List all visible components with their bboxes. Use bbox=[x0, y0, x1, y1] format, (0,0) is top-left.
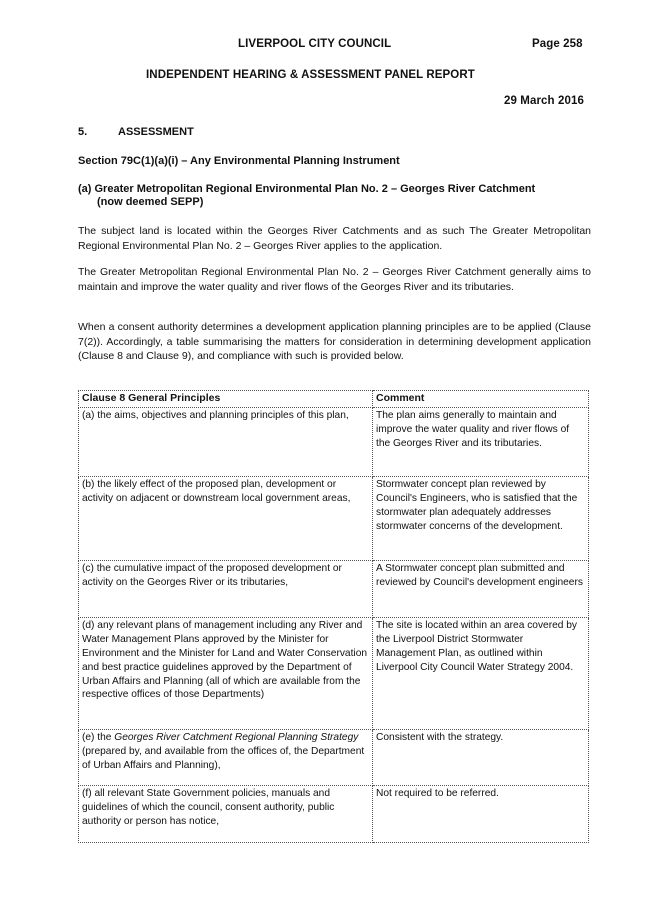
table-header-row bbox=[79, 391, 589, 408]
principle-prefix: (e) the bbox=[82, 731, 115, 743]
principle-cell: (d) any relevant plans of management including any River and Water Management Plans approved by the Minister for Environment and the Minister for Land and Water Conservation and best practice guidelines approved by the Department of Urban Affairs and Planning (all of which are available from the respective offices of those Departments) bbox=[79, 617, 373, 729]
plan-heading-line1: (a) Greater Metropolitan Regional Environmental Plan No. 2 – Georges River Catchment bbox=[78, 183, 536, 195]
table-row bbox=[79, 785, 589, 842]
table-row bbox=[79, 617, 589, 729]
principle-cell: (c) the cumulative impact of the proposed development or activity on the Georges River or its tributaries, bbox=[79, 560, 373, 617]
table-header-comment: Comment bbox=[373, 391, 589, 408]
clause-8-table bbox=[78, 390, 589, 843]
comment-cell: Not required to be referred. bbox=[373, 785, 589, 842]
comment-cell: The site is located within an area covered by the Liverpool District Stormwater Management Plan, as outlined within Liverpool City Council Water Strategy 2004. bbox=[373, 617, 589, 729]
table-row bbox=[79, 476, 589, 560]
comment-cell: The plan aims generally to maintain and improve the water quality and river flows of the Georges River and its tributaries. bbox=[373, 407, 589, 476]
council-name: LIVERPOOL CITY COUNCIL bbox=[238, 38, 392, 50]
table-header-principles: Clause 8 General Principles bbox=[79, 391, 373, 408]
page-number: Page 258 bbox=[532, 38, 583, 50]
report-date: 29 March 2016 bbox=[504, 95, 584, 107]
report-title: INDEPENDENT HEARING & ASSESSMENT PANEL REPORT bbox=[146, 69, 475, 81]
principle-cell bbox=[79, 729, 373, 785]
comment-cell: Stormwater concept plan reviewed by Council's Engineers, who is satisfied that the stormwater plan adequately addresses stormwater concerns of the development. bbox=[373, 476, 589, 560]
paragraph-3: When a consent authority determines a development application planning principles are to be applied (Clause 7(2)). Accordingly, a table summarising the matters for consideration in determining development application (Clause 8 and Clause 9), and compliance with such is provided below. bbox=[78, 321, 591, 362]
table-row bbox=[79, 560, 589, 617]
plan-heading-line2: (now deemed SEPP) bbox=[97, 196, 204, 208]
section-title: ASSESSMENT bbox=[118, 126, 194, 138]
comment-cell: A Stormwater concept plan submitted and reviewed by Council's development engineers bbox=[373, 560, 589, 617]
section-subheading: Section 79C(1)(a)(i) – Any Environmental Planning Instrument bbox=[78, 155, 400, 167]
comment-cell: Consistent with the strategy. bbox=[373, 729, 589, 785]
paragraph-1: The subject land is located within the Georges River Catchments and as such The Greater Metropolitan Regional Environmental Plan No. 2 – Georges River applies to the application. bbox=[78, 225, 591, 252]
principle-italic: Georges River Catchment Regional Planning Strategy bbox=[114, 731, 359, 743]
principle-suffix: (prepared by, and available from the offices of, the Department of Urban Affairs and Planning), bbox=[82, 745, 365, 771]
principle-cell: (b) the likely effect of the proposed plan, development or activity on adjacent or downstream local government areas, bbox=[79, 476, 373, 560]
principle-cell: (a) the aims, objectives and planning principles of this plan, bbox=[79, 407, 373, 476]
section-number: 5. bbox=[78, 126, 88, 138]
table-row bbox=[79, 407, 589, 476]
paragraph-2: The Greater Metropolitan Regional Environmental Plan No. 2 – Georges River Catchment generally aims to maintain and improve the water quality and river flows of the Georges River and its tributaries. bbox=[78, 266, 591, 293]
principle-cell: (f) all relevant State Government policies, manuals and guidelines of which the council, consent authority, public authority or person has notice, bbox=[79, 785, 373, 842]
table-row bbox=[79, 729, 589, 785]
